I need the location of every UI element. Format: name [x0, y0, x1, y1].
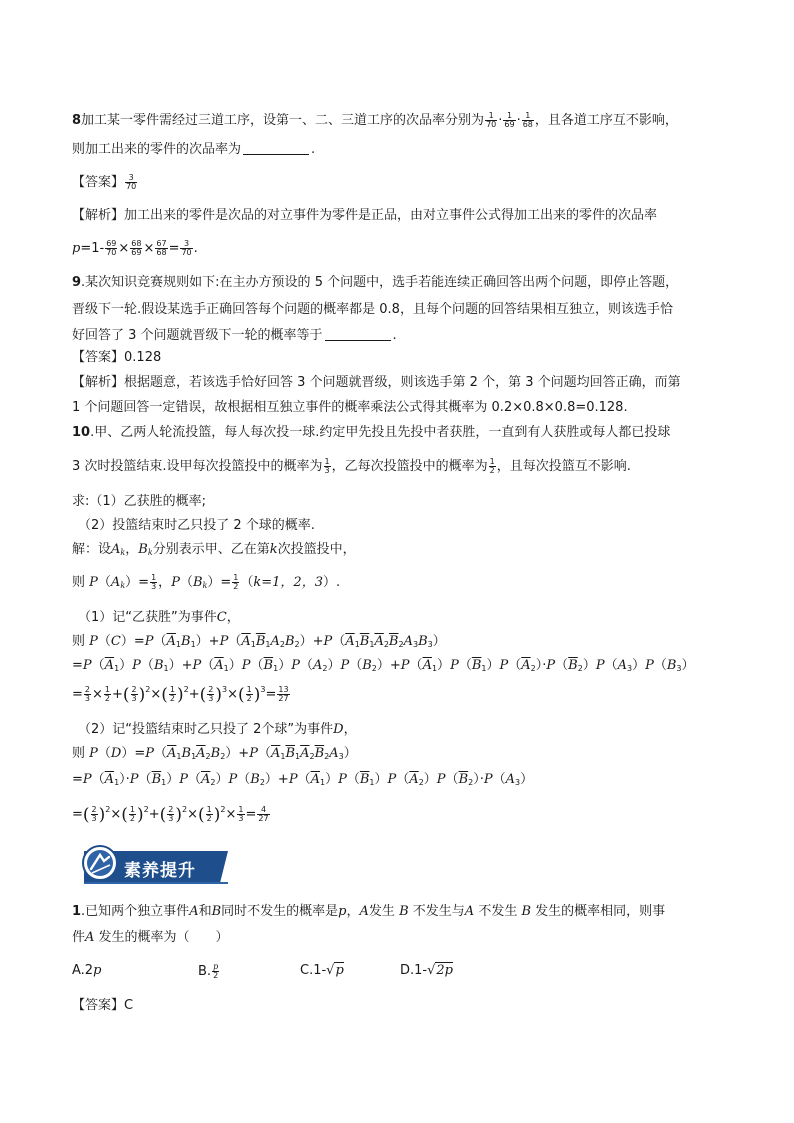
q10-part2-eq1: 则 $P(D)=P(\overline{A}_1B_1\overline{A}_2B_2)+P(\overline{A}_1\overline{B}_1\overline{A}_2\overline{B}_2A_3)$ — [72, 746, 357, 761]
s1-answer: 【答案】C — [72, 998, 134, 1013]
q10-part1-eq2: $=P(\overline{A}_1)P(B_1)+P(\overline{A}_1)P(\overline{B}_1)P(A_2)P(B_2)+P(\overline{A}_1)P(\overline{B}_1)P(\overline{A}_2)\cdot P(\overline{B}_2)P(A_3)P(B_3)$ — [72, 658, 695, 673]
q8-answer: 【答案】 $\frac{3}{70}$ — [72, 173, 137, 191]
q8-rate3: $\frac{1}{68}$ — [522, 111, 533, 129]
q10-part1-result: $\frac{13}{27}$ — [278, 685, 289, 703]
q10-part1-eq3: = $\frac{2}{3}$ × $\frac{1}{2}$ +( $\frac{2}{3}$ )$^2$×( $\frac{1}{2}$ )$^2$+( $\frac{2}{3}$ )$^3$×( $\frac{1}{2}$ )$^3$= $\frac{13}{27}$ — [72, 685, 289, 705]
q10-part2-result: $\frac{4}{27}$ — [258, 805, 269, 823]
q10-sol1: 解：设$A_k$，$B_k$分别表示甲、乙在第k次投篮投中， — [72, 542, 356, 557]
s1-option-c: C.1-√p — [300, 963, 344, 978]
q8-analysis: 【解析】加工出来的零件是次品的对立事件为零件是正品，由对立事件公式得加工出来的零件的次品率 — [72, 208, 658, 223]
q10-ask1: 求:（1）乙获胜的概率; — [72, 494, 207, 509]
q10-part2-eq2: $=P(\overline{A}_1)\cdot P(\overline{B}_1)P(\overline{A}_2)P(B_2)+P(\overline{A}_1)P(\overline{B}_1)P(\overline{A}_2)P(\overline{B}_2)\cdot P(A_3)$ — [72, 772, 534, 787]
q9-line3: 好回答了 3 个问题就晋级下一轮的概率等于 . — [72, 328, 397, 343]
s1-line1: 1.已知两个独立事件A和B同时不发生的概率是p，A发生 B 不发生与A 不发生 B 发生的概率相同，则事 — [72, 904, 666, 919]
banner-title: 素养提升 — [124, 861, 196, 881]
q8-rate1: $\frac{1}{70}$ — [486, 111, 497, 129]
q8-line1: 8加工某一零件需经过三道工序，设第一、二、三道工序的次品率分别为 $\frac{1}{70}$ · $\frac{1}{69}$ · $\frac{1}{68}$ ，且各道工序互不影响， — [72, 111, 678, 129]
q10-part2-title: （2）记“投篮结束时乙只投了 2个球”为事件D， — [78, 722, 357, 737]
s1-line2: 件A 发生的概率为（ ） — [72, 930, 229, 945]
q8-answer-value: $\frac{3}{70}$ — [126, 173, 137, 191]
q8-number: 8 — [72, 113, 82, 128]
q9-line2: 晋级下一轮.假设某选手正确回答每个问题的概率都是 0.8，且每个问题的回答结果相互独立，则该选手恰 — [72, 302, 673, 317]
q9-analysis2: 1 个问题回答一定错误，故根据相互独立事件的概率乘法公式得其概率为 0.2×0.8×0.8=0.128. — [72, 400, 628, 415]
q10-line2: 3 次时投篮结束.设甲每次投篮投中的概率为 $\frac{1}{3}$ ，乙每次投篮投中的概率为 $\frac{1}{2}$ ，且每次投篮互不影响. — [72, 457, 631, 475]
q8-answer-blank — [243, 154, 309, 155]
q10-line1: 10.甲、乙两人轮流投篮，每人每次投一球.约定甲先投且先投中者获胜，一直到有人获胜或每人都已投球 — [72, 425, 671, 440]
s1-option-d: D.1-√2p — [400, 963, 453, 978]
q10-part1-title: （1）记“乙获胜”为事件C， — [78, 610, 240, 625]
section-banner — [80, 843, 232, 887]
q8-rate2: $\frac{1}{69}$ — [504, 111, 515, 129]
q10-sol2: 则 $P(A_k)=$ $\frac{1}{3}$ ，$P(B_k)=$ $\frac{1}{2}$ （k=1，2，3）. — [72, 573, 341, 591]
q10-ask2: （2）投篮结束时乙只投了 2 个球的概率. — [78, 518, 315, 533]
q8-formula: p=1- $\frac{69}{70}$ × $\frac{68}{69}$ × $\frac{67}{68}$ = $\frac{3}{70}$ . — [72, 239, 198, 257]
s1-option-a: A.2p — [72, 963, 102, 978]
q9-analysis1: 【解析】根据题意，若该选手恰好回答 3 个问题就晋级，则该选手第 2 个，第 3 个问题均回答正确，而第 — [72, 375, 681, 390]
q9-answer-blank — [325, 340, 391, 341]
q10-part2-eq3: =( $\frac{2}{3}$ )$^2$×( $\frac{1}{2}$ )$^2$+( $\frac{2}{3}$ )$^2$×( $\frac{1}{2}$ )$^2$× $\frac{1}{3}$ = $\frac{4}{27}$ — [72, 805, 269, 825]
s1-option-b: B. $\frac{p}{2}$ — [198, 962, 219, 980]
q8-line2: 则加工出来的零件的次品率为 . — [72, 142, 316, 157]
q9-answer: 【答案】0.128 — [72, 350, 162, 365]
q10-part1-eq1: 则 $P(C)=P(\overline{A}_1B_1)+P(\overline{A}_1\overline{B}_1A_2B_2)+P(\overline{A}_1\overline{B}_1\overline{A}_2\overline{B}_2A_3B_3)$ — [72, 634, 446, 649]
q9-line1: 9.某次知识竞赛规则如下:在主办方预设的 5 个问题中，选手若能连续正确回答出两个问题，即停止答题， — [72, 275, 679, 290]
